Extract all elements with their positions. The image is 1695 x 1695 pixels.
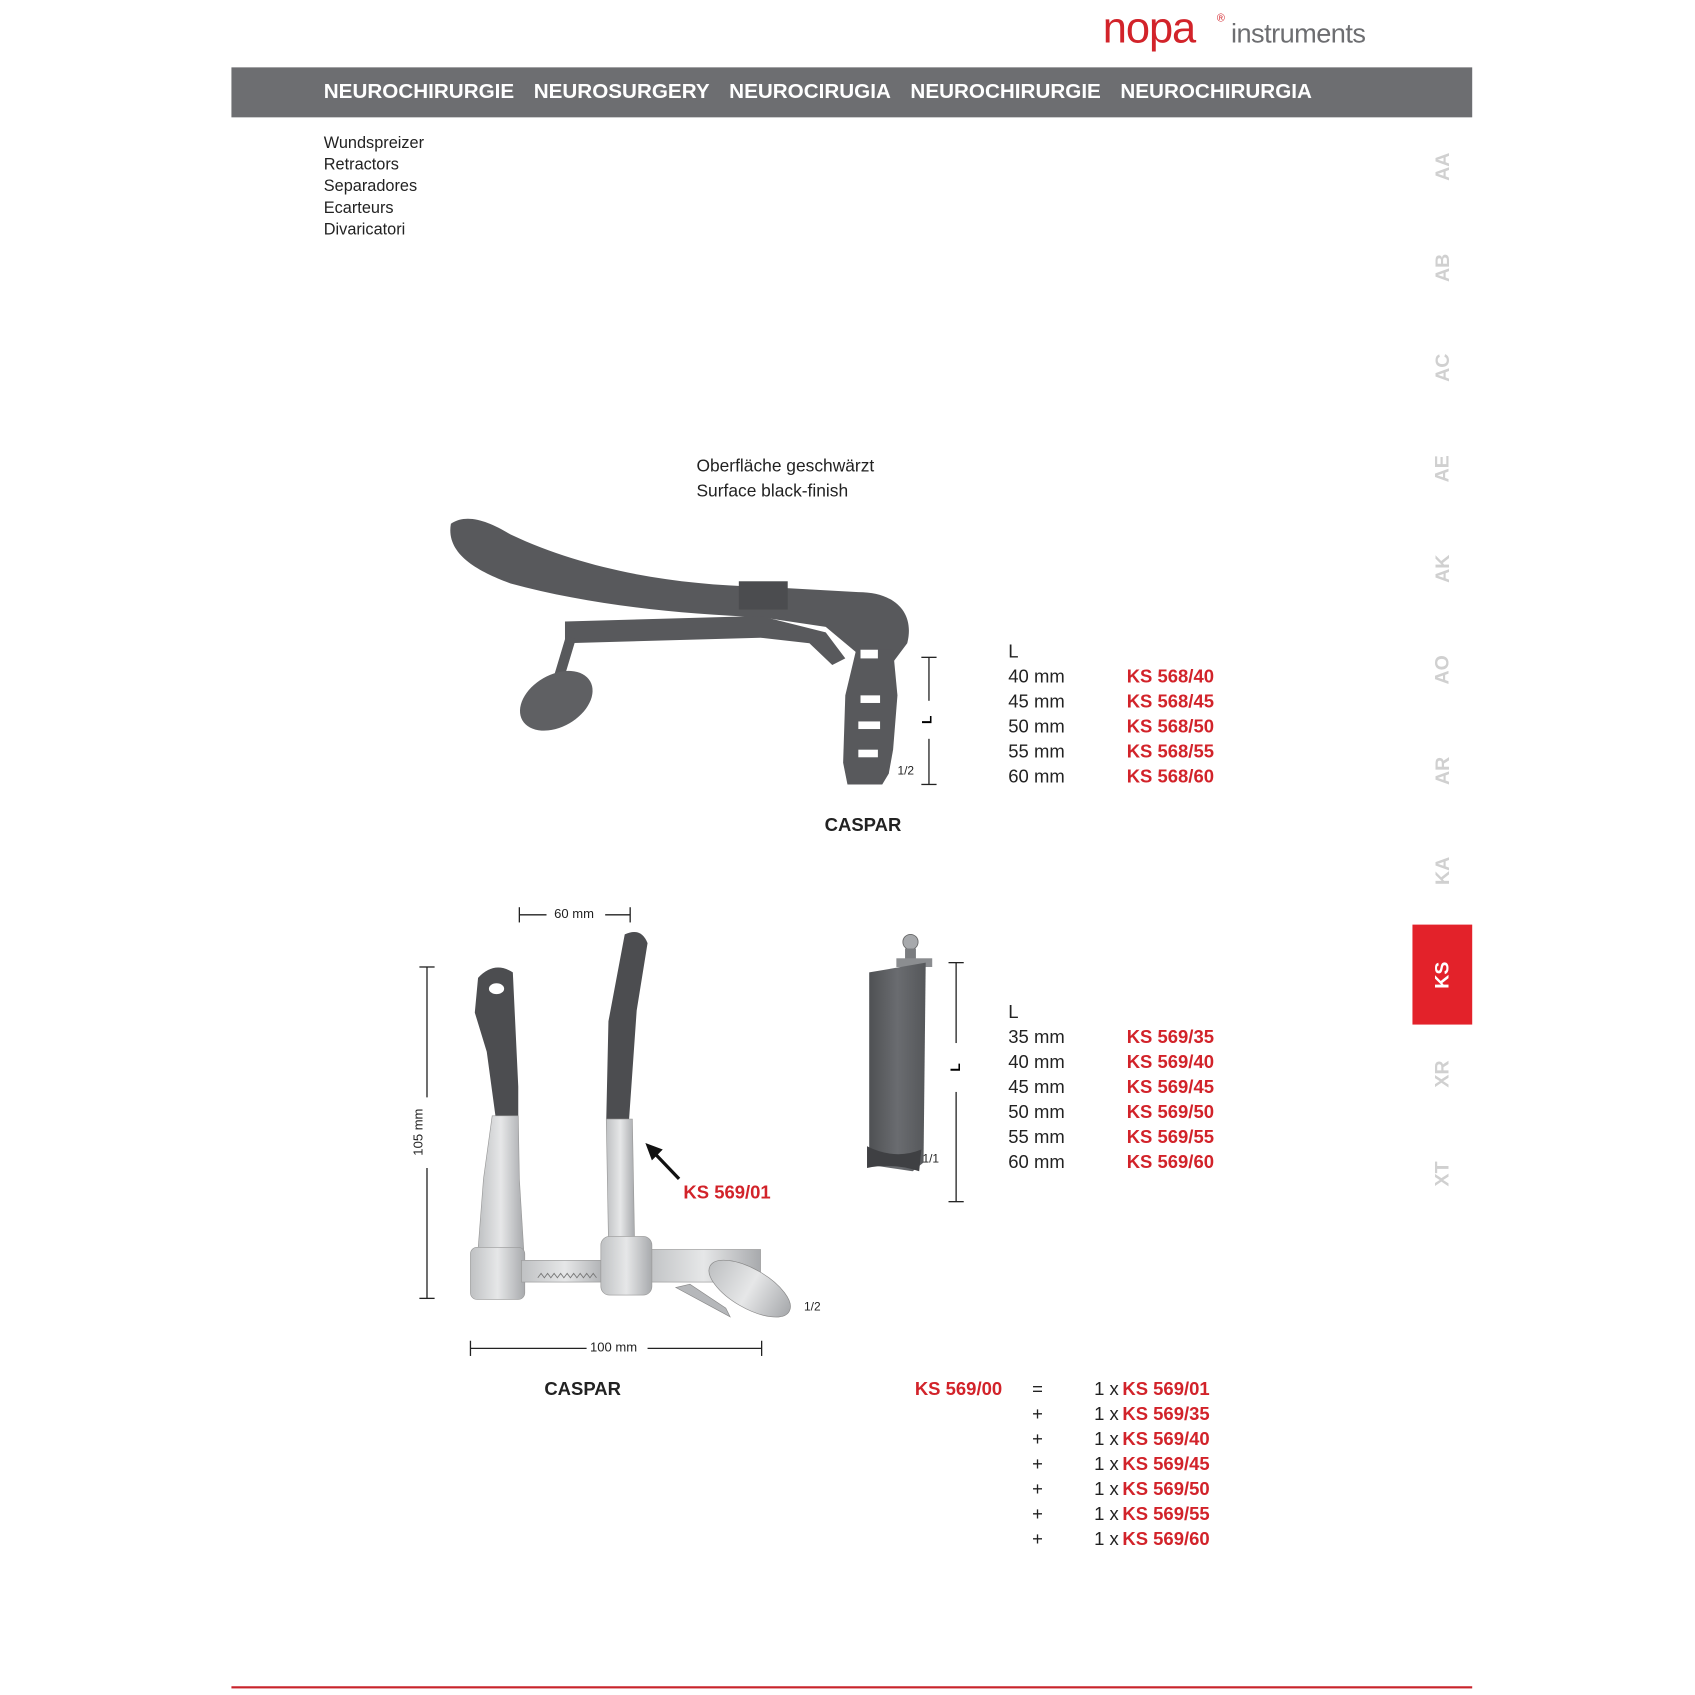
tab-label: XR [1430,1059,1453,1088]
length: 45 mm [1008,691,1065,712]
operator: + [1032,1453,1043,1475]
quantity: 1 x [1094,1428,1119,1450]
logo-suffix: instruments [1231,18,1366,49]
set-item [1032,1454,1209,1479]
article-code[interactable]: KS 569/35 [1122,1403,1210,1425]
set-contents [1032,1379,1209,1554]
dim-width-top: 60 mm [551,906,597,921]
table-header-l: L [1008,1001,1019,1023]
table-row [1008,716,1214,741]
logo-registered: ® [1216,13,1225,25]
article-code[interactable]: KS 568/40 [1126,666,1214,687]
table-row [1008,1077,1214,1102]
operator: + [1032,1403,1043,1425]
tab-label: AE [1430,454,1453,482]
length: 45 mm [1008,1076,1065,1098]
subtitle-en: Retractors [323,155,399,174]
subtitle-de: Wundspreizer [323,133,425,153]
operator: + [1032,1503,1043,1525]
article-code[interactable]: KS 569/50 [1122,1478,1210,1500]
article-code[interactable]: KS 569/60 [1126,1151,1214,1173]
table-row [1008,766,1214,791]
header-title-fr: NEUROCHIRURGIE [910,80,1101,104]
article-code[interactable]: KS 568/45 [1126,691,1214,712]
table-row [1008,741,1214,766]
article-code[interactable]: KS 569/01 [1122,1378,1210,1400]
set-item [1032,1479,1209,1504]
subtitle-es: Separadores [323,177,418,196]
article-code[interactable]: KS 569/45 [1126,1076,1214,1098]
table-row [1008,666,1214,691]
set-item [1032,1529,1209,1554]
dim-label-l: L [918,715,935,725]
dim-width-bottom: 100 mm [587,1340,641,1355]
header-title-de: NEUROCHIRURGIE [323,80,515,104]
caspar-retractor-ks568-image [450,519,936,785]
table-row [1008,1027,1214,1052]
finish-note-de: Oberfläche geschwärzt [696,457,875,476]
product-name: CASPAR [824,814,902,836]
quantity: 1 x [1094,1503,1119,1525]
table-row [1008,1152,1214,1177]
article-code[interactable]: KS 569/35 [1126,1026,1214,1048]
tab-label: AC [1430,353,1453,382]
scale-label-frame: 1/2 [804,1300,821,1314]
length: 35 mm [1008,1026,1065,1048]
tab-label: XT [1430,1160,1453,1186]
article-code[interactable]: KS 569/40 [1122,1428,1210,1450]
dim-label-l: L [946,1063,964,1072]
table-row [1008,1102,1214,1127]
tab-label: KA [1430,856,1453,885]
set-item [1032,1504,1209,1529]
article-code[interactable]: KS 569/55 [1122,1503,1210,1525]
logo-brand: nopa [1102,4,1196,53]
table-row [1008,1127,1214,1152]
length: 50 mm [1008,716,1065,737]
article-code[interactable]: KS 568/50 [1126,716,1214,737]
length: 50 mm [1008,1101,1065,1123]
set-code[interactable]: KS 569/00 [914,1378,1003,1400]
tab-label: AK [1430,554,1453,583]
header-title-it: NEUROCHIRURGIA [1120,80,1312,104]
set-item [1032,1429,1209,1454]
operator: + [1032,1428,1043,1450]
tab-label: AA [1430,152,1453,181]
article-code[interactable]: KS 569/45 [1122,1453,1210,1475]
scale-label-blade: 1/1 [922,1152,940,1166]
finish-note-en: Surface black-finish [696,482,849,501]
header-title-en: NEUROSURGERY [533,80,710,104]
scale-label: 1/2 [897,764,915,778]
length: 55 mm [1008,1126,1065,1148]
article-code[interactable]: KS 568/55 [1126,740,1214,762]
quantity: 1 x [1094,1403,1119,1425]
length: 55 mm [1008,740,1065,762]
length: 40 mm [1008,666,1065,687]
table-row [1008,691,1214,716]
quantity: 1 x [1094,1453,1119,1475]
article-code[interactable]: KS 568/60 [1126,765,1214,787]
caspar-distractor-frame-image [419,907,799,1356]
size-table-ks568 [1008,641,1214,791]
product-name: CASPAR [544,1378,621,1400]
subtitle-it: Divaricatori [323,220,406,240]
tab-label: AR [1430,756,1453,785]
table-header-l: L [1008,641,1019,662]
article-code[interactable]: KS 569/50 [1126,1101,1214,1123]
set-item [1032,1379,1209,1404]
dim-height: 105 mm [410,1105,425,1159]
header-title-es: NEUROCIRUGIA [729,80,891,104]
table-row [1008,1052,1214,1077]
article-code[interactable]: KS 569/60 [1122,1528,1210,1550]
set-item [1032,1404,1209,1429]
length: 60 mm [1008,1151,1065,1173]
subtitle-fr: Ecarteurs [323,198,394,218]
article-code[interactable]: KS 569/55 [1126,1126,1214,1148]
quantity: 1 x [1094,1378,1119,1400]
operator: = [1032,1378,1043,1400]
quantity: 1 x [1094,1478,1119,1500]
footer-divider [231,1686,1472,1688]
article-code[interactable]: KS 569/40 [1126,1051,1214,1073]
tab-label: AB [1430,253,1453,282]
operator: + [1032,1528,1043,1550]
frame-code-label[interactable]: KS 569/01 [683,1182,771,1203]
tab-label: AO [1430,654,1453,684]
size-table-ks569 [1008,1002,1214,1177]
operator: + [1032,1478,1043,1500]
length: 40 mm [1008,1051,1065,1073]
length: 60 mm [1008,765,1065,787]
quantity: 1 x [1094,1528,1119,1550]
tab-label: KS [1430,961,1453,989]
